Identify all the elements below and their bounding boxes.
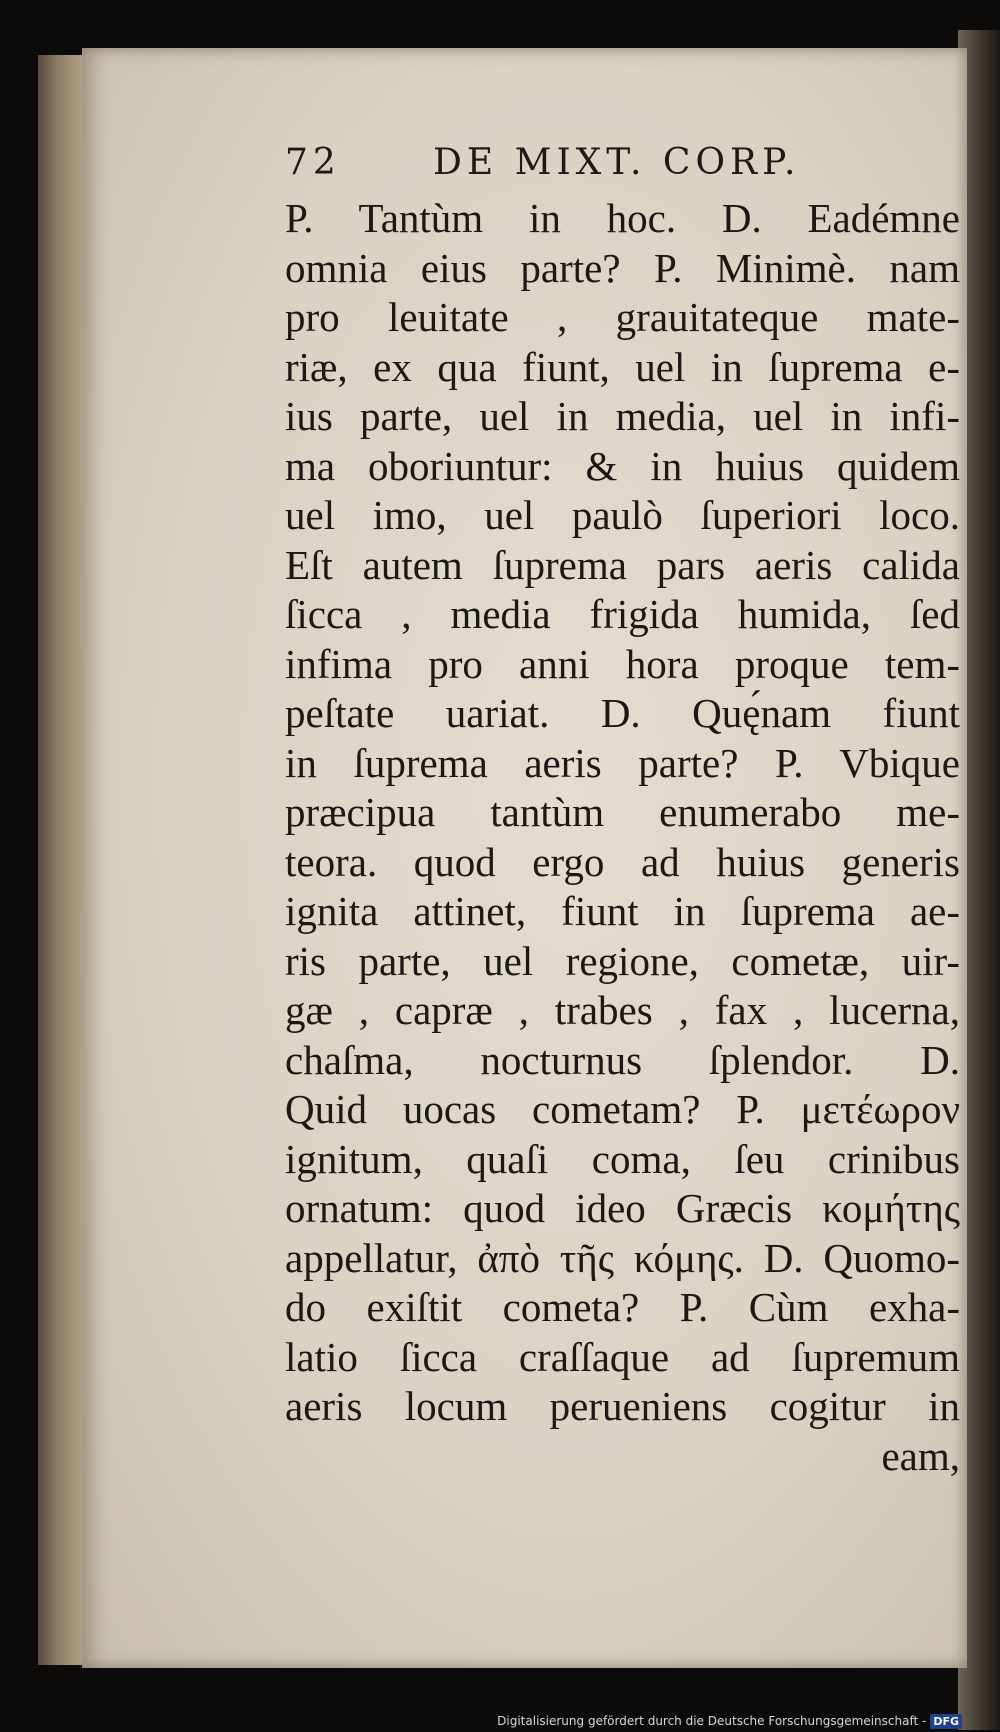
text-line: riæ, ex qua fiunt, uel in ſuprema e- — [285, 343, 960, 390]
text-line: ſicca , media frigida humida, ſed — [285, 591, 960, 637]
text-line: ma oboriuntur: & in huius quidem — [285, 442, 960, 489]
text-line: ignita attinet, fiunt in ſuprema ae- — [285, 888, 960, 934]
text-line: peſtate uariat. D. Quę́nam fiunt — [285, 690, 960, 736]
text-line: Quid uocas cometam? P. μετέωρον — [285, 1086, 960, 1132]
footer-credit: Digitalisierung gefördert durch die Deutsche Forschungsgemeinschaft - — [497, 1714, 927, 1728]
text-line: teora. quod ergo ad huius generis — [285, 838, 960, 885]
text-line: ris parte, uel regione, cometæ, uir- — [285, 937, 960, 984]
digitization-footer — [497, 1712, 962, 1730]
body-text — [285, 194, 960, 1481]
dfg-logo: DFG — [930, 1714, 962, 1729]
text-line: Eſt autem ſuprema pars aeris calida — [285, 541, 960, 588]
text-line: præcipua tantùm enumerabo me- — [285, 789, 960, 835]
text-line: chaſma, nocturnus ſplendor. D. — [285, 1036, 960, 1083]
text-line: ius parte, uel in media, uel in infi- — [285, 393, 960, 439]
text-line: ignitum, quaſi coma, ſeu crinibus — [285, 1135, 960, 1182]
text-line: infima pro anni hora proque tem- — [285, 640, 960, 687]
text-line: latio ſicca craſſaque ad ſupremum — [285, 1333, 960, 1380]
text-line: gæ , capræ , trabes , fax , lucerna, — [285, 987, 960, 1033]
running-title: DE MIXT. CORP. — [433, 142, 801, 183]
text-line: omnia eius parte? P. Minimè. nam — [285, 244, 960, 291]
text-line: pro leuitate , grauitateque mate- — [285, 294, 960, 340]
text-line: uel imo, uel paulò ſuperiori loco. — [285, 492, 960, 538]
page-number: 72 — [285, 142, 341, 183]
page-header — [285, 142, 885, 190]
book-edge-left — [38, 55, 88, 1665]
text-line: do exiſtit cometa? P. Cùm exha- — [285, 1284, 960, 1330]
text-line: in ſuprema aeris parte? P. Vbique — [285, 739, 960, 786]
text-line: ornatum: quod ideo Græcis κομήτης — [285, 1185, 960, 1231]
text-line: appellatur, ἀπὸ τῆς κόμης. D. Quomo- — [285, 1234, 960, 1281]
text-line: P. Tantùm in hoc. D. Eadémne — [285, 195, 960, 241]
catchword: eam, — [881, 1432, 960, 1479]
text-line: aeris locum perueniens cogitur in — [285, 1383, 960, 1429]
